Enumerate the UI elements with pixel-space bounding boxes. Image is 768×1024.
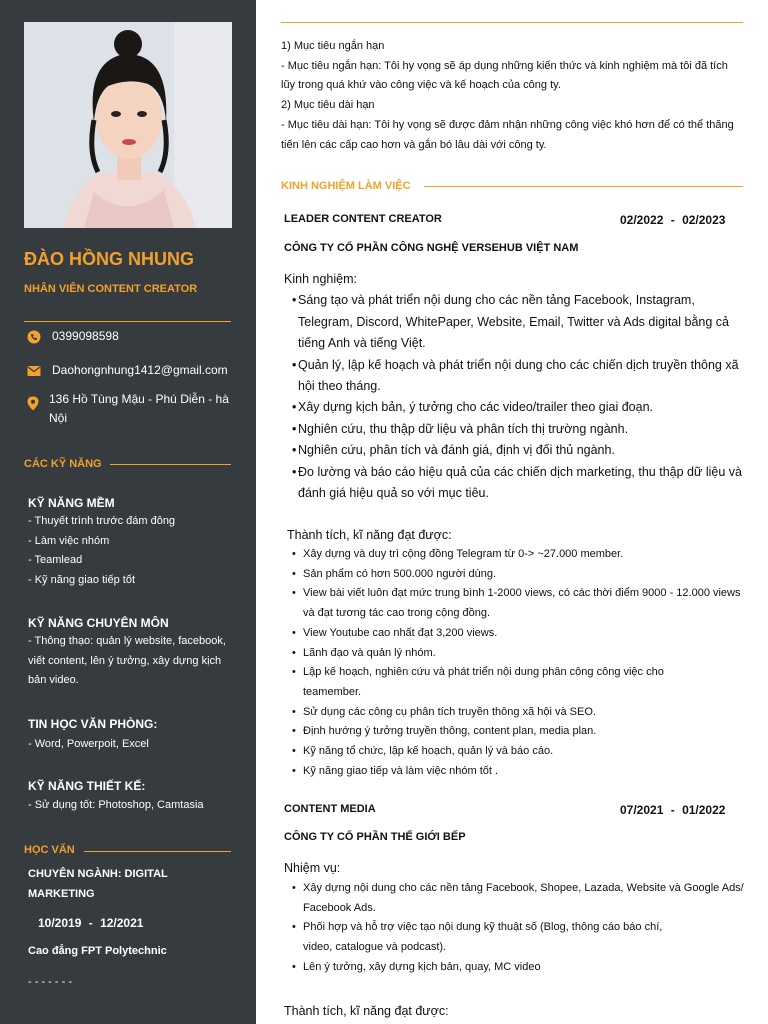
list-item: • Lập kế hoạch, nghiên cứu và phát triển nội dung phân công công việc cho teamember. xyxy=(284,663,744,702)
achievements-label: Thành tích, kĩ năng đạt được: xyxy=(287,528,452,542)
education-heading: HỌC VẤN xyxy=(24,844,75,856)
address: 136 Hồ Tùng Mậu - Phú Diễn - hà Nội xyxy=(49,392,229,425)
list-item: • Nghiên cứu, thu thập dữ liệu và phân tích thị trường ngành. xyxy=(284,419,744,440)
list-item: • Xây dựng và duy trì cộng đồng Telegram từ 0-> ~27.000 member. xyxy=(284,545,744,565)
divider xyxy=(281,22,743,23)
list-item: - Làm việc nhóm xyxy=(28,534,110,547)
phone-number[interactable]: 0399098598 xyxy=(52,329,119,343)
office-skills-text: - Word, Powerpoit, Excel xyxy=(28,738,149,750)
education-end: 12/2021 xyxy=(100,916,144,930)
experience-label: Kinh nghiệm: xyxy=(284,272,357,286)
date-separator: - xyxy=(670,803,675,817)
achievements-label: Thành tích, kĩ năng đạt được: xyxy=(284,1004,449,1018)
sidebar xyxy=(0,0,256,1024)
profile-photo xyxy=(24,22,232,228)
divider xyxy=(110,464,231,465)
objective-short-text: - Mục tiêu ngắn hạn: Tôi hy vọng sẽ áp dụng những kiến thức và kinh nghiệm mà tôi đã tích lũy trong quá khứ vào công việc và kế hoạch của công ty. xyxy=(281,59,728,92)
company-name: CÔNG TY CỔ PHẦN THẾ GIỚI BẾP xyxy=(284,831,466,843)
date-separator: - xyxy=(88,916,93,930)
candidate-name: ĐÀO HỒNG NHUNG xyxy=(24,249,194,269)
phone-icon xyxy=(27,330,41,344)
list-item: • Quản lý, lập kế hoạch và phát triển nội dung cho các chiến dịch truyền thông xã hội theo tháng. xyxy=(284,355,744,398)
soft-skills-title: KỸ NĂNG MỀM xyxy=(28,496,115,510)
list-item: - Thuyết trình trước đám đông xyxy=(28,515,176,527)
professional-skills-title: KỸ NĂNG CHUYÊN MÔN xyxy=(28,616,169,630)
professional-skills-text: - Thông thạo: quản lý website, facebook, viết content, lên ý tưởng, xây dựng kịch bản video. xyxy=(28,635,226,686)
design-skills-text: - Sử dụng tốt: Photoshop, Camtasia xyxy=(28,799,204,811)
location-icon xyxy=(27,396,41,410)
education-dates xyxy=(38,916,143,930)
office-skills-title: TIN HỌC VĂN PHÒNG: xyxy=(28,717,158,731)
job-experience xyxy=(284,269,744,504)
job-start: 02/2022 xyxy=(620,213,664,227)
achievements-list xyxy=(284,545,744,781)
job-start: 07/2021 xyxy=(620,803,664,817)
list-item: • Nghiên cứu, phân tích và đánh giá, định vị đối thủ ngành. xyxy=(284,440,744,461)
list-item: • Lên ý tưởng, xây dựng kịch bản, quay, MC video xyxy=(284,958,744,978)
divider xyxy=(24,321,231,322)
job-title: LEADER CONTENT CREATOR xyxy=(284,213,442,225)
education-major: CHUYÊN NGÀNH: DIGITAL MARKETING xyxy=(28,868,168,900)
list-item: • Xây dựng kịch bản, ý tưởng cho các video/trailer theo giai đoạn. xyxy=(284,397,744,418)
soft-skills-list xyxy=(28,512,238,590)
objective-long-heading: 2) Mục tiêu dài hạn xyxy=(281,99,375,112)
candidate-job-title: NHÂN VIÊN CONTENT CREATOR xyxy=(24,283,198,295)
list-item: - Teamlead xyxy=(28,554,83,566)
objective-long-text: - Mục tiêu dài hạn: Tôi hy vọng sẽ được đảm nhận những công việc khó hơn để có thể thăng tiến lên các cấp cao hơn và gắn bó lâu dài với công ty. xyxy=(281,118,734,151)
list-item: • View Youtube cao nhất đạt 3,200 views. xyxy=(284,624,744,644)
divider xyxy=(84,851,231,852)
email-address[interactable]: Daohongnhung1412@gmail.com xyxy=(52,363,228,377)
job-end: 01/2022 xyxy=(682,803,726,817)
list-item: • Phối hợp và hỗ trợ việc tạo nội dung kỹ thuật số (Blog, thông cáo báo chí, video, catalogue và podcast). xyxy=(284,918,744,957)
list-item: • Sử dụng các công cụ phân tích truyền thông xã hội và SEO. xyxy=(284,703,744,723)
list-item: - Kỹ năng giao tiếp tốt xyxy=(28,573,136,586)
design-skills-title: KỸ NĂNG THIẾT KẾ: xyxy=(28,779,146,793)
list-item: • Xây dựng nội dung cho các nền tảng Facebook, Shopee, Lazada, Website và Google Ads/ Facebook Ads. xyxy=(284,879,744,918)
education-start: 10/2019 xyxy=(38,916,82,930)
experience-heading: KINH NGHIỆM LÀM VIỆC xyxy=(281,180,411,192)
education-school: Cao đẳng FPT Polytechnic xyxy=(28,945,167,957)
tasks-list xyxy=(284,879,744,978)
list-item: • View bài viết luôn đạt mức trung bình 1-2000 views, có các thời điểm 9000 - 12.000 views và đạt tương tác cao trong cộng đồng. xyxy=(284,584,744,623)
list-item: • Đo lường và báo cáo hiệu quả của các chiến dịch marketing, thu thập dữ liệu và đánh giá hiệu quả so với mục tiêu. xyxy=(284,462,744,505)
job-dates xyxy=(620,803,725,817)
list-item: • Kỹ năng tổ chức, lập kế hoạch, quản lý và báo cáo. xyxy=(284,742,744,762)
company-name: CÔNG TY CỔ PHẦN CÔNG NGHỆ VERSEHUB VIỆT NAM xyxy=(284,242,579,254)
skills-heading: CÁC KỸ NĂNG xyxy=(24,458,102,470)
education-dashes: - - - - - - - xyxy=(28,976,72,988)
list-item: • Kỹ năng giao tiếp và làm việc nhóm tốt . xyxy=(284,762,744,782)
objectives xyxy=(281,37,736,155)
job-end: 02/2023 xyxy=(682,213,726,227)
main-content xyxy=(256,0,768,1024)
tasks-label: Nhiệm vụ: xyxy=(284,861,341,875)
divider xyxy=(424,186,743,187)
job-dates xyxy=(620,213,725,227)
list-item: • Sản phẩm có hơn 500.000 người dùng. xyxy=(284,565,744,585)
list-item: • Lãnh đạo và quản lý nhóm. xyxy=(284,644,744,664)
email-icon xyxy=(27,364,41,378)
objective-short-heading: 1) Mục tiêu ngắn hạn xyxy=(281,40,385,52)
list-item: • Sáng tạo và phát triển nội dung cho các nền tảng Facebook, Instagram, Telegram, Discord, WhitePaper, Website, Email, Twitter và Ads digital bằng cả tiếng Anh và tiếng Việt. xyxy=(284,290,744,354)
list-item: • Định hướng ý tưởng truyền thông, content plan, media plan. xyxy=(284,722,744,742)
date-separator: - xyxy=(670,213,675,227)
job-title: CONTENT MEDIA xyxy=(284,803,376,815)
